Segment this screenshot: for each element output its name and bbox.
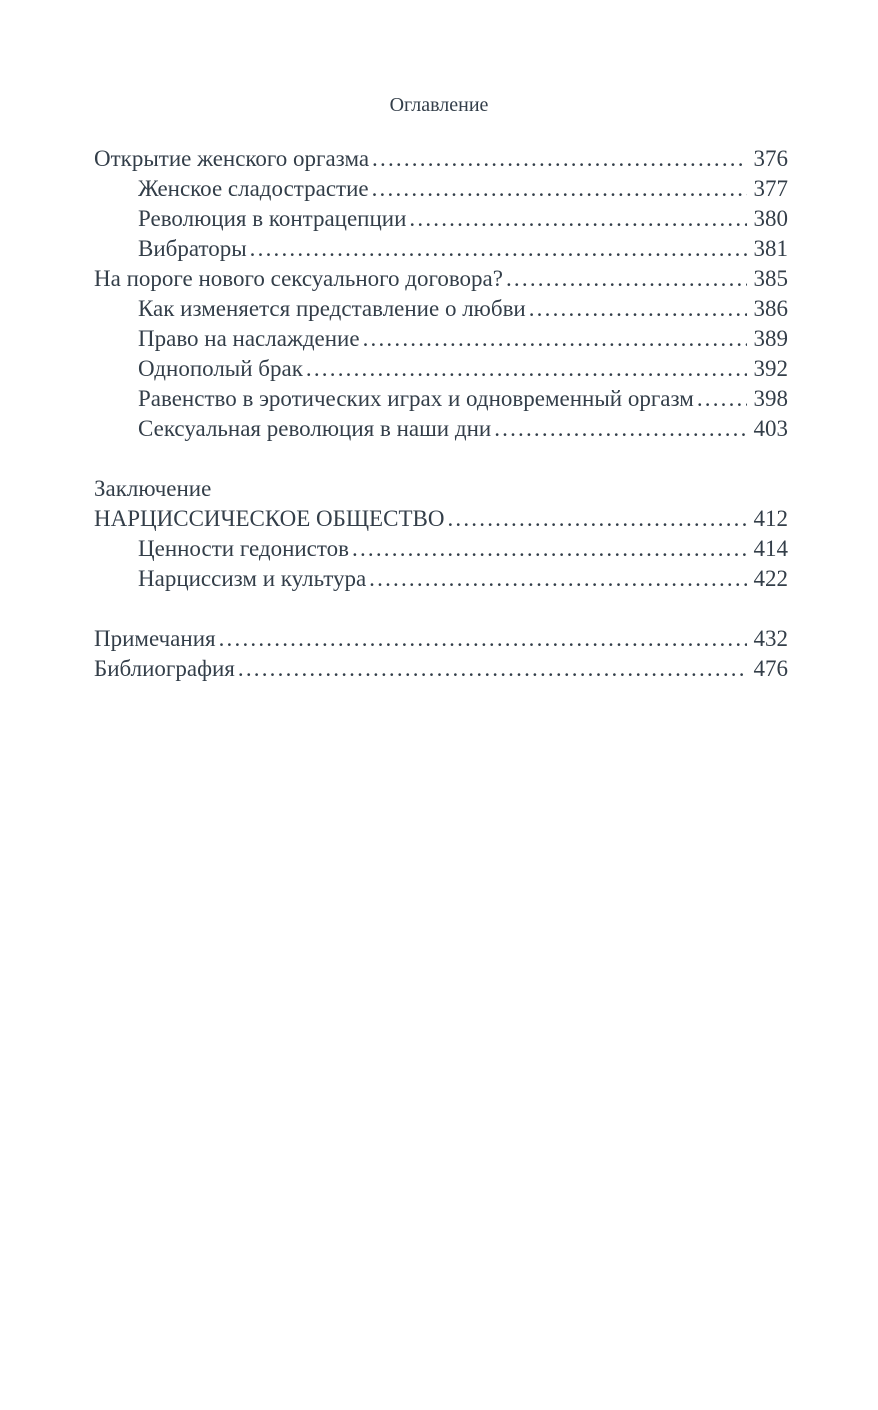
dot-leader <box>447 504 746 534</box>
page-header <box>0 92 878 118</box>
toc-entry-page: 398 <box>753 386 788 411</box>
dot-leader <box>238 654 747 684</box>
toc-entry-page: 376 <box>753 146 788 171</box>
toc-entry <box>94 384 788 414</box>
table-of-contents <box>94 144 788 684</box>
dot-leader <box>409 204 746 234</box>
toc-entry-label: НАРЦИССИЧЕСКОЕ ОБЩЕСТВО <box>94 506 445 531</box>
toc-entry-page: 386 <box>753 296 788 321</box>
toc-entry-label: Революция в контрацепции <box>138 206 407 231</box>
dot-leader <box>352 534 747 564</box>
toc-entry-label: Открытие женского оргазма <box>94 146 370 171</box>
toc-entry <box>94 534 788 564</box>
dot-leader <box>219 624 747 654</box>
toc-entry <box>94 354 788 384</box>
toc-entry-label: Нарциссизм и культура <box>138 566 367 591</box>
dot-leader <box>494 414 746 444</box>
toc-entry <box>94 504 788 534</box>
toc-entry-label: Ценности гедонистов <box>138 536 349 561</box>
toc-entry-page: 414 <box>753 536 788 561</box>
toc-entry-page: 476 <box>753 656 788 681</box>
dot-leader <box>372 174 747 204</box>
dot-leader <box>697 384 747 414</box>
toc-entry <box>94 324 788 354</box>
toc-entry-page: 377 <box>753 176 788 201</box>
toc-entry-page: 432 <box>753 626 788 651</box>
dot-leader <box>306 354 747 384</box>
toc-entry-page: 403 <box>753 416 788 441</box>
toc-entry <box>94 294 788 324</box>
toc-entry <box>94 564 788 594</box>
toc-entry-page: 412 <box>753 506 788 531</box>
dot-leader <box>369 564 746 594</box>
toc-entry-label: На пороге нового сексуального договора? <box>94 266 503 291</box>
page-title: Оглавление <box>389 94 489 116</box>
toc-entry-label: Заключение <box>94 476 212 501</box>
toc-entry-label: Вибраторы <box>138 236 247 261</box>
toc-entry <box>94 414 788 444</box>
toc-entry <box>94 624 788 654</box>
toc-entry-label: Равенство в эротических играх и одновременный оргазм <box>138 386 694 411</box>
dot-leader <box>363 324 747 354</box>
toc-entry <box>94 174 788 204</box>
toc-entry-page: 389 <box>753 326 788 351</box>
toc-entry <box>94 474 788 504</box>
toc-entry-page: 380 <box>753 206 788 231</box>
toc-entry-label: Право на наслаждение <box>138 326 360 351</box>
toc-entry-page: 385 <box>753 266 788 291</box>
toc-entry-page: 381 <box>753 236 788 261</box>
dot-leader <box>372 144 746 174</box>
toc-entry <box>94 234 788 264</box>
toc-entry <box>94 654 788 684</box>
dot-leader <box>250 234 747 264</box>
toc-entry-label: Примечания <box>94 626 216 651</box>
toc-entry <box>94 144 788 174</box>
toc-entry-label: Библиография <box>94 656 235 681</box>
toc-entry-page: 422 <box>753 566 788 591</box>
toc-entry-page: 392 <box>753 356 788 381</box>
toc-entry <box>94 204 788 234</box>
toc-entry-label: Однополый брак <box>138 356 303 381</box>
toc-entry-label: Женское сладострастие <box>138 176 369 201</box>
dot-leader <box>529 294 747 324</box>
toc-entry-label: Как изменяется представление о любви <box>138 296 526 321</box>
toc-entry <box>94 264 788 294</box>
toc-entry-label: Сексуальная революция в наши дни <box>138 416 492 441</box>
dot-leader <box>506 264 747 294</box>
